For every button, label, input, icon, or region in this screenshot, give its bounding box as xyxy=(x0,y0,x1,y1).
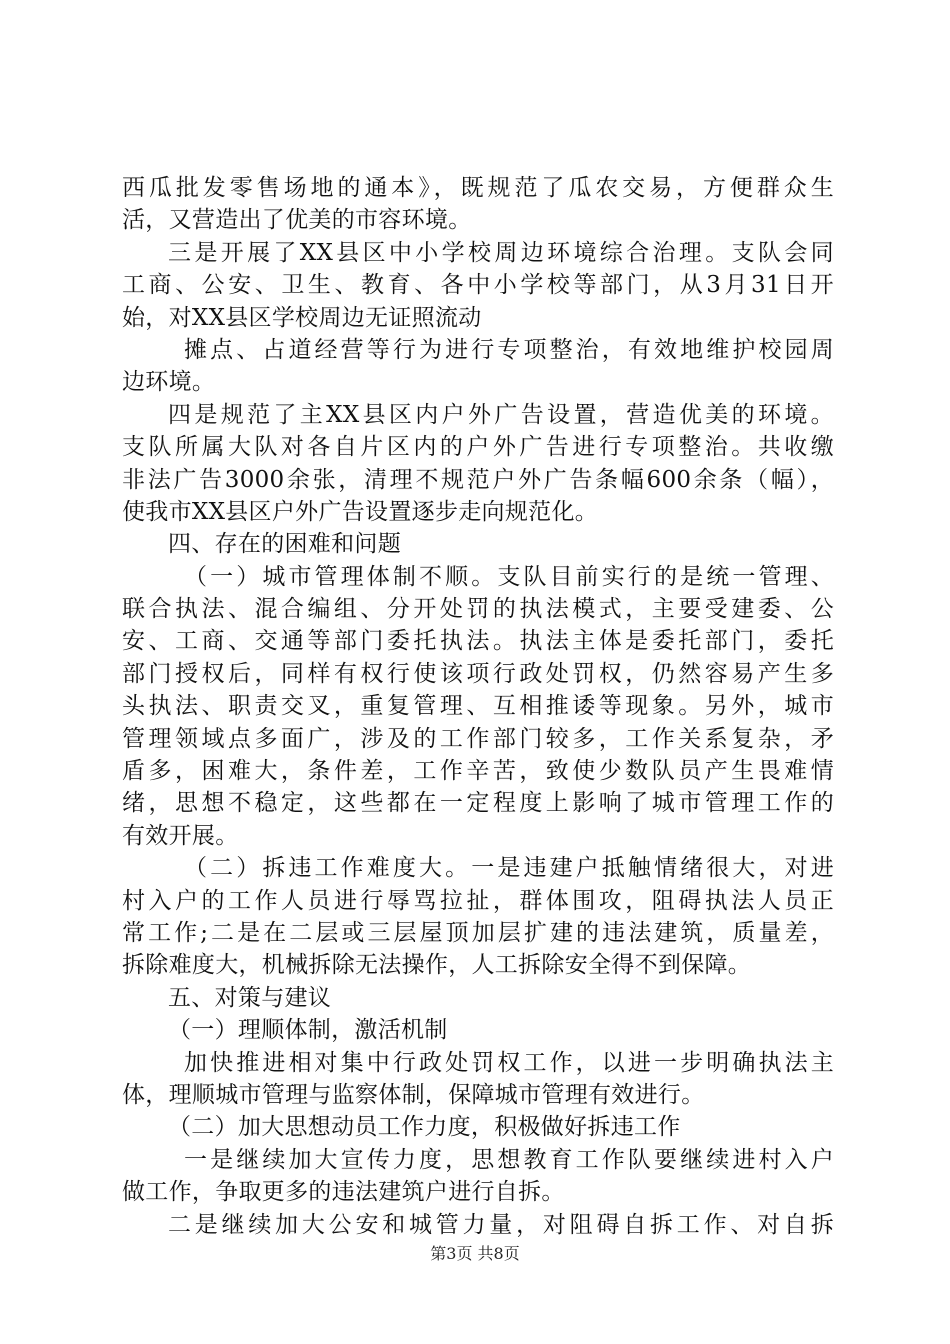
document-body xyxy=(122,172,834,1241)
section-heading: 四、存在的困难和问题 xyxy=(168,531,401,558)
page-number-footer: 第3页 共8页 xyxy=(430,1244,520,1263)
subsection-heading: （一）理顺体制，激活机制 xyxy=(168,1017,448,1044)
text-line: 非法广告3000余张，清理不规范户外广告条幅600余条（幅）， xyxy=(122,466,834,493)
text-line: 体，理顺城市管理与监察体制，保障城市管理有效进行。 xyxy=(122,1081,705,1108)
text-line: 常工作;二是在二层或三层屋顶加层扩建的违法建筑，质量差， xyxy=(122,919,834,946)
text-line: 边环境。 xyxy=(122,369,216,396)
text-line: 村入户的工作人员进行辱骂拉扯，群体围攻，阻碍执法人员正 xyxy=(122,887,834,914)
text-line: 始，对XX县区学校周边无证照流动 xyxy=(122,304,482,331)
section-heading: 五、对策与建议 xyxy=(168,984,332,1011)
text-line: （二）拆违工作难度大。一是违建户抵触情绪很大，对进 xyxy=(184,855,834,882)
text-line: 活，又营造出了优美的市容环境。 xyxy=(122,207,472,234)
text-line: 部门授权后，同样有权行使该项行政处罚权，仍然容易产生多 xyxy=(122,660,834,687)
text-line: 一是继续加大宣传力度，思想教育工作队要继续进村入户 xyxy=(184,1146,834,1173)
text-line: 绪，思想不稳定，这些都在一定程度上影响了城市管理工作的 xyxy=(122,790,834,817)
text-line: 摊点、占道经营等行为进行专项整治，有效地维护校园周 xyxy=(184,336,834,363)
text-line: 做工作，争取更多的违法建筑户进行自拆。 xyxy=(122,1179,565,1206)
text-line: 西瓜批发零售场地的通本》，既规范了瓜农交易，方便群众生 xyxy=(122,175,834,201)
text-line: 头执法、职责交叉，重复管理、互相推诿等现象。另外，城市 xyxy=(122,693,834,720)
text-line: 二是继续加大公安和城管力量，对阻碍自拆工作、对自拆 xyxy=(168,1211,834,1238)
text-line: 安、工商、交通等部门委托执法。执法主体是委托部门，委托 xyxy=(122,628,834,655)
text-line: 使我市XX县区户外广告设置逐步走向规范化。 xyxy=(122,498,599,525)
text-line: 加快推进相对集中行政处罚权工作，以进一步明确执法主 xyxy=(184,1049,834,1076)
text-line: （一）城市管理体制不顺。支队目前实行的是统一管理、 xyxy=(184,563,834,590)
text-line: 有效开展。 xyxy=(122,822,239,849)
text-line: 工商、公安、卫生、教育、各中小学校等部门，从3月31日开 xyxy=(122,272,834,299)
text-line: 四是规范了主XX县区内户外广告设置，营造优美的环境。 xyxy=(168,401,834,428)
text-line: 支队所属大队对各自片区内的户外广告进行专项整治。共收缴 xyxy=(122,434,834,461)
text-line: 三是开展了XX县区中小学校周边环境综合治理。支队会同 xyxy=(168,239,834,266)
text-line: 管理领域点多面广，涉及的工作部门较多，工作关系复杂，矛 xyxy=(122,725,834,752)
text-line: 拆除难度大，机械拆除无法操作，人工拆除安全得不到保障。 xyxy=(122,952,752,979)
subsection-heading: （二）加大思想动员工作力度，积极做好拆违工作 xyxy=(168,1114,681,1141)
text-line: 盾多，困难大，条件差，工作辛苦，致使少数队员产生畏难情 xyxy=(122,758,834,785)
text-line: 联合执法、混合编组、分开处罚的执法模式，主要受建委、公 xyxy=(122,596,834,623)
